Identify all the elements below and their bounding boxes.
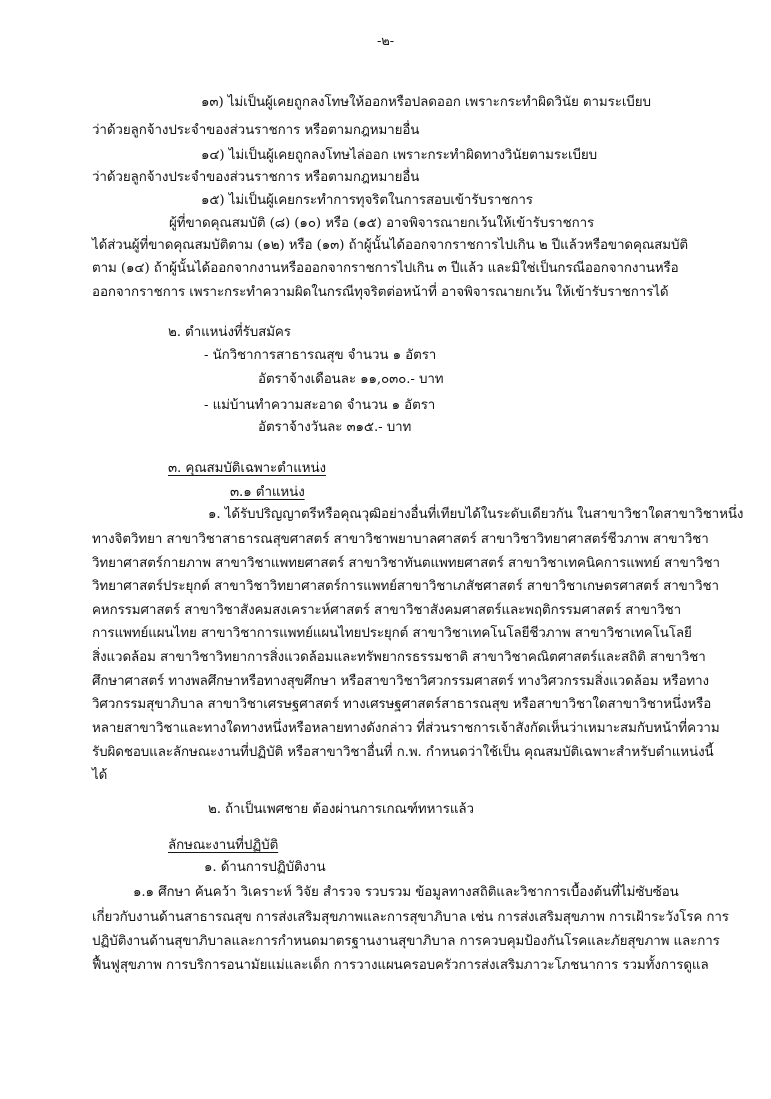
body-line: วิทยาศาสตร์ประยุกต์ สาขาวิชาวิทยาศาสตร์การแพทย์สาขาวิชาเภสัชศาสตร์ สาขาวิชาเกษตรศาสตร์ สาขาวิชา xyxy=(92,579,719,594)
body-line: วิทยาศาสตร์กายภาพ สาขาวิชาแพทยศาสตร์ สาขาวิชาทันตแพทยศาสตร์ สาขาวิชาเทคนิคการแพทย์ สาขาวิชา xyxy=(92,556,720,571)
body-line: ตาม (๑๔) ถ้าผู้นั้นได้ออกจากงานหรือออกจากราชการไปเกิน ๓ ปีแล้ว และมิใช่เป็นกรณีออกจากงานหรือ xyxy=(92,261,679,276)
body-line: คหกรรมศาสตร์ สาขาวิชาสังคมสงเคราะห์ศาสตร์ สาขาวิชาสังคมศาสตร์และพฤติกรรมศาสตร์ สาขาวิชา xyxy=(92,603,682,618)
body-line: ๑. ได้รับปริญญาตรีหรือคุณวุฒิอย่างอื่นที่เทียบได้ในระดับเดียวกัน ในสาขาวิชาใดสาขาวิชาหนึ่ง xyxy=(208,507,744,522)
rule-line: ว่าด้วยลูกจ้างประจำของส่วนราชการ หรือตามกฎหมายอื่น xyxy=(92,123,420,138)
rule-line: ว่าด้วยลูกจ้างประจำของส่วนราชการ หรือตามกฎหมายอื่น xyxy=(92,170,420,185)
body-line: ศึกษาศาสตร์ ทางพลศึกษาหรือทางสุขศึกษา หรือสาขาวิชาวิศวกรรมศาสตร์ ทางวิศวกรรมสิ่งแวดล้อม หรือทาง xyxy=(92,674,709,689)
body-line: ได้ xyxy=(92,768,108,783)
body-line: ๒. ถ้าเป็นเพศชาย ต้องผ่านการเกณฑ์ทหารแล้ว xyxy=(208,802,474,817)
rule-line: ๑๔) ไม่เป็นผู้เคยถูกลงโทษไล่ออก เพราะกระทำผิดทางวินัยตามระเบียบ xyxy=(201,148,598,163)
rule-line: ๑๕) ไม่เป็นผู้เคยกระทำการทุจริตในการสอบเข้ารับราชการ xyxy=(201,193,533,208)
subsection-heading: ๓.๑ ตำแหน่ง xyxy=(230,485,305,500)
body-line: ผู้ที่ขาดคุณสมบัติ (๘) (๑๐) หรือ (๑๕) อาจพิจารณายกเว้นให้เข้ารับราชการ xyxy=(169,216,595,231)
position-item: - นักวิชาการสาธารณสุข จำนวน ๑ อัตรา xyxy=(204,348,437,363)
section-heading: ๒. ตำแหน่งที่รับสมัคร xyxy=(168,325,291,340)
subsection-heading: ๑. ด้านการปฏิบัติงาน xyxy=(204,860,326,875)
body-line: ได้ส่วนผู้ที่ขาดคุณสมบัติตาม (๑๒) หรือ (๑๓) ถ้าผู้นั้นได้ออกจากราชการไปเกิน ๒ ปีแล้วหรือขาดคุณสมบัติ xyxy=(92,238,688,253)
body-line: สิ่งแวดล้อม สาขาวิชาวิทยาการสิ่งแวดล้อมและทรัพยากรธรรมชาติ สาขาวิชาคณิตศาสตร์และสถิติ สาขาวิชา xyxy=(92,650,706,665)
section-heading: ๓. คุณสมบัติเฉพาะตำแหน่ง xyxy=(168,461,326,476)
rule-line: ๑๓) ไม่เป็นผู้เคยถูกลงโทษให้ออกหรือปลดออก เพราะกระทำผิดวินัย ตามระเบียบ xyxy=(201,95,651,110)
body-line: การแพทย์แผนไทย สาขาวิชาการแพทย์แผนไทยประยุกต์ สาขาวิชาเทคโนโลยีชีวภาพ สาขาวิชาเทคโนโลยี xyxy=(92,626,692,641)
body-line: ออกจากราชการ เพราะกระทำความผิดในกรณีทุจริตต่อหน้าที่ อาจพิจารณายกเว้น ให้เข้ารับราชการได้ xyxy=(92,285,669,300)
position-item: - แม่บ้านทำความสะอาด จำนวน ๑ อัตรา xyxy=(204,398,436,413)
body-line: ทางจิตวิทยา สาขาวิชาสาธารณสุขศาสตร์ สาขาวิชาพยาบาลศาสตร์ สาขาวิชาวิทยาศาสตร์ชีวภาพ สาขาวิชา xyxy=(92,532,709,547)
body-line: ปฏิบัติงานด้านสุขาภิบาลและการกำหนดมาตรฐานงานสุขาภิบาล การควบคุมป้องกันโรคและภัยสุขภาพ และการ xyxy=(92,934,720,949)
body-line: วิศวกรรมสุขาภิบาล สาขาวิชาเศรษฐศาสตร์ ทางเศรษฐศาสตร์สาธารณสุข หรือสาขาวิชาใดสาขาวิชาหนึ่งหรือ xyxy=(92,697,712,712)
body-line: หลายสาขาวิชาและทางใดทางหนึ่งหรือหลายทางดังกล่าว ที่ส่วนราชการเจ้าสังกัดเห็นว่าเหมาะสมกับหน้าที่ความ xyxy=(92,721,720,736)
body-line: เกี่ยวกับงานด้านสาธารณสุข การส่งเสริมสุขภาพและการสุขาภิบาล เช่น การส่งเสริมสุขภาพ การเฝ้าระวังโรค การ xyxy=(92,910,729,925)
body-line: ฟื้นฟูสุขภาพ การบริการอนามัยแม่และเด็ก การวางแผนครอบครัวการส่งเสริมภาวะโภชนาการ รวมทั้งการดูแล xyxy=(92,958,709,973)
position-wage: อัตราจ้างเดือนละ ๑๑,๐๓๐.- บาท xyxy=(258,372,444,387)
position-wage: อัตราจ้างวันละ ๓๑๕.- บาท xyxy=(258,420,412,435)
body-line: รับผิดชอบและลักษณะงานที่ปฏิบัติ หรือสาขาวิชาอื่นที่ ก.พ. กำหนดว่าใช้เป็น คุณสมบัติเฉพาะสำหรับตำแหน่งนี้ xyxy=(92,745,714,760)
section-heading: ลักษณะงานที่ปฏิบัติ xyxy=(168,838,279,853)
body-line: ๑.๑ ศึกษา ค้นคว้า วิเคราะห์ วิจัย สำรวจ รวบรวม ข้อมูลทางสถิติและวิชาการเบื้องต้นที่ไม่ซับซ้อน xyxy=(133,885,679,900)
page-number: -๒- xyxy=(376,34,395,49)
